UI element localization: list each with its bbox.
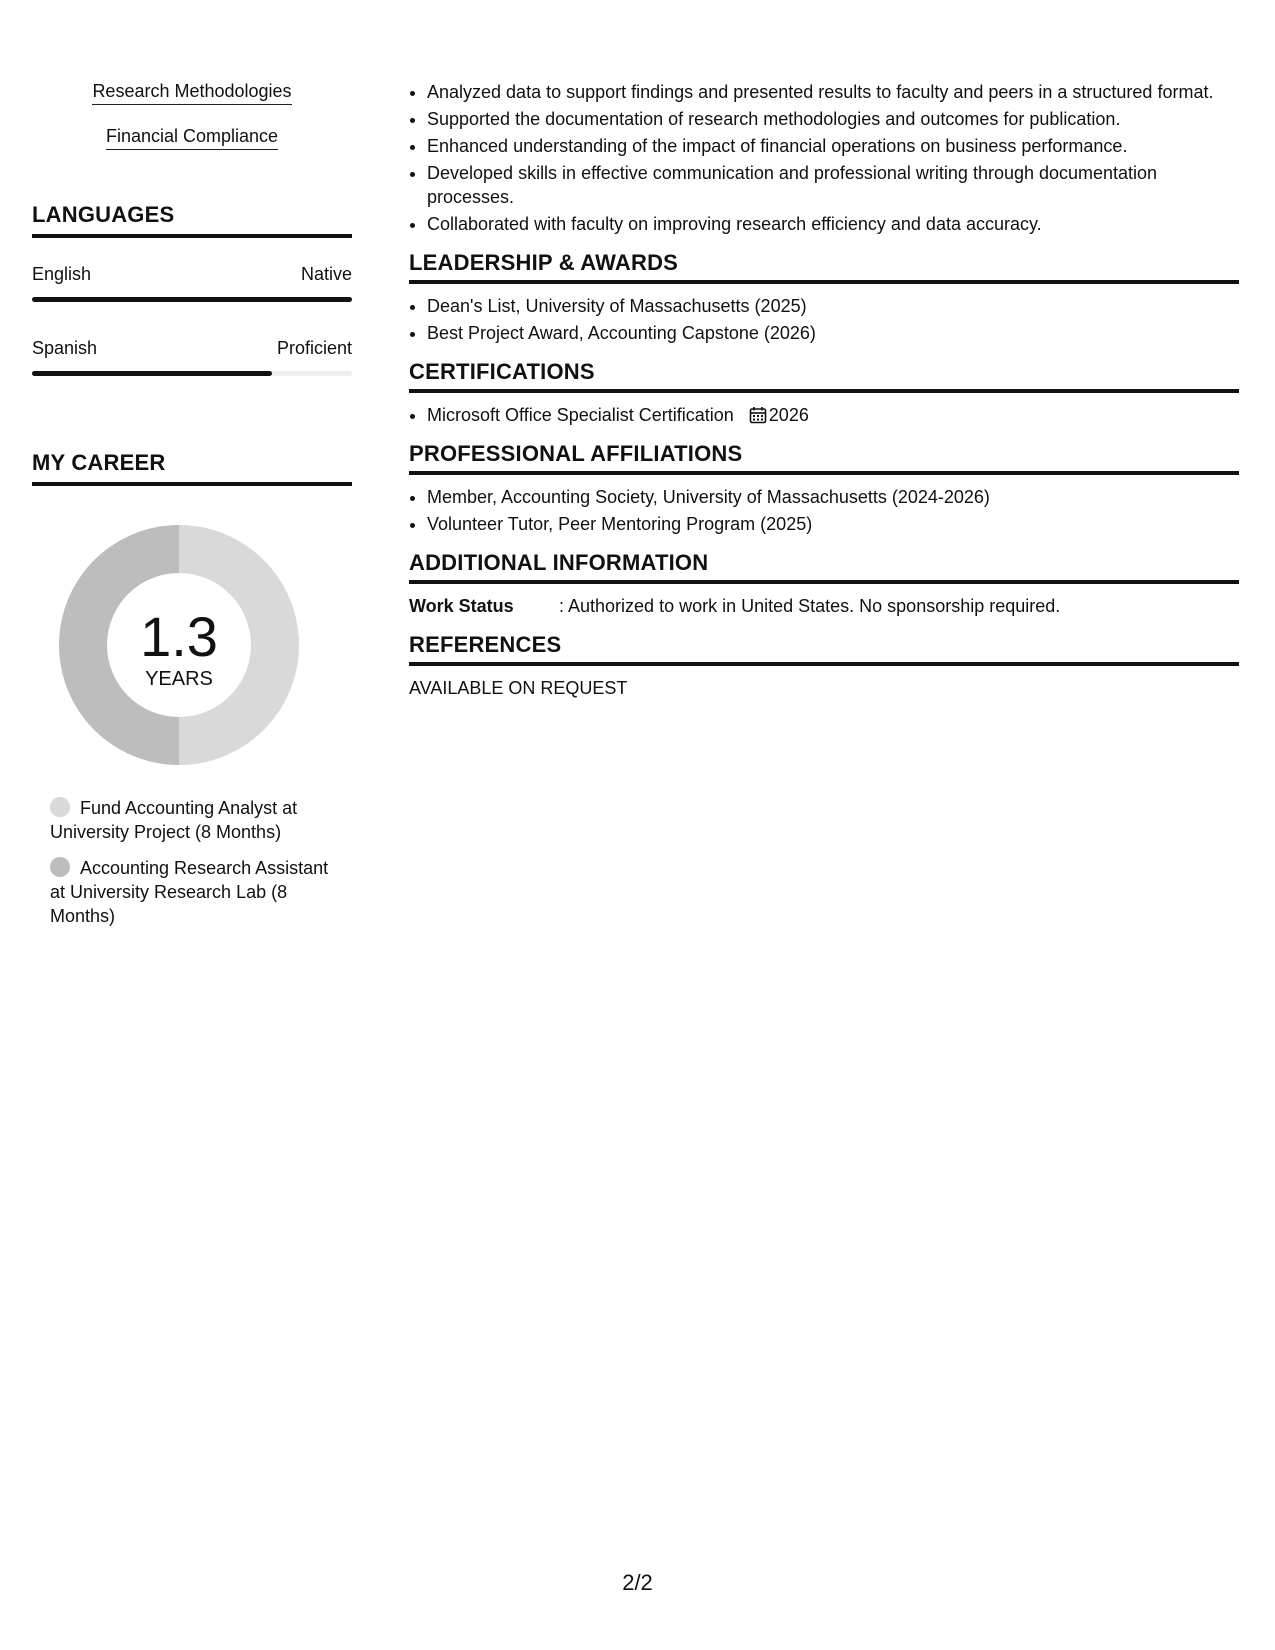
language-level-bar [32,371,352,376]
leadership-list [409,294,1239,345]
right-column [409,80,1239,700]
work-status-row [409,594,1239,618]
career-heading: MY CAREER [32,450,352,486]
references-heading: REFERENCES [409,632,1239,666]
list-item: • Analyzed data to support findings and presented results to faculty and peers in a structured format. [427,80,1239,104]
language-level-fill [32,297,352,302]
donut-center [56,522,302,768]
legend-label: Accounting Research Assistant at University Research Lab (8 Months) [50,858,329,926]
career-section [32,450,352,940]
references-text: AVAILABLE ON REQUEST [409,678,628,698]
list-item: • Developed skills in effective communication and professional writing through documentation processes. [427,161,1239,209]
list-item: • Member, Accounting Society, University of Massachusetts (2024-2026) [427,485,1239,509]
skill-financial-compliance[interactable]: Financial Compliance [106,125,278,150]
language-level: Native [300,264,352,284]
language-level-bar [32,297,352,302]
language-name: English [32,264,92,284]
legend-item [50,796,330,844]
affiliations-list [409,485,1239,536]
legend-dot [50,797,70,817]
career-donut-chart [56,522,302,768]
list-item: • Supported the documentation of research methodologies and outcomes for publication. [427,107,1239,131]
experience-bullets [409,80,1239,236]
certifications-list [409,403,1239,427]
legend-item [50,856,330,928]
certifications-heading: CERTIFICATIONS [409,359,1239,393]
legend-dot [50,857,70,877]
skill-research-methodologies[interactable]: Research Methodologies [92,80,291,105]
career-legend [50,796,330,928]
page-number: 2/2 [622,1570,653,1595]
language-level-fill [32,371,272,376]
work-status-value: : Authorized to work in United States. No sponsorship required. [559,596,1061,616]
leadership-heading: LEADERSHIP & AWARDS [409,250,1239,284]
certification-name: Microsoft Office Specialist Certification [427,405,734,425]
language-name: Spanish [32,338,98,358]
languages-section [32,202,352,376]
list-item [427,403,1239,427]
calendar-icon [749,406,767,424]
affiliations-heading: PROFESSIONAL AFFILIATIONS [409,441,1239,475]
list-item: • Volunteer Tutor, Peer Mentoring Program (2025) [427,512,1239,536]
additional-info-heading: ADDITIONAL INFORMATION [409,550,1239,584]
language-item [32,264,352,302]
work-status-label: Work Status [409,596,514,616]
list-item: • Dean's List, University of Massachusetts (2025) [427,294,1239,318]
career-years-unit: YEARS [145,668,213,690]
legend-label: Fund Accounting Analyst at University Project (8 Months) [50,798,298,842]
left-column [32,80,352,926]
language-level: Proficient [276,338,352,358]
certification-year: 2026 [768,405,809,425]
language-item [32,338,352,376]
list-item: • Collaborated with faculty on improving research efficiency and data accuracy. [427,212,1239,236]
career-years-value: 1.3 [140,605,218,668]
list-item: • Enhanced understanding of the impact of financial operations on business performance. [427,134,1239,158]
list-item: • Best Project Award, Accounting Capstone (2026) [427,321,1239,345]
languages-heading: LANGUAGES [32,202,352,238]
